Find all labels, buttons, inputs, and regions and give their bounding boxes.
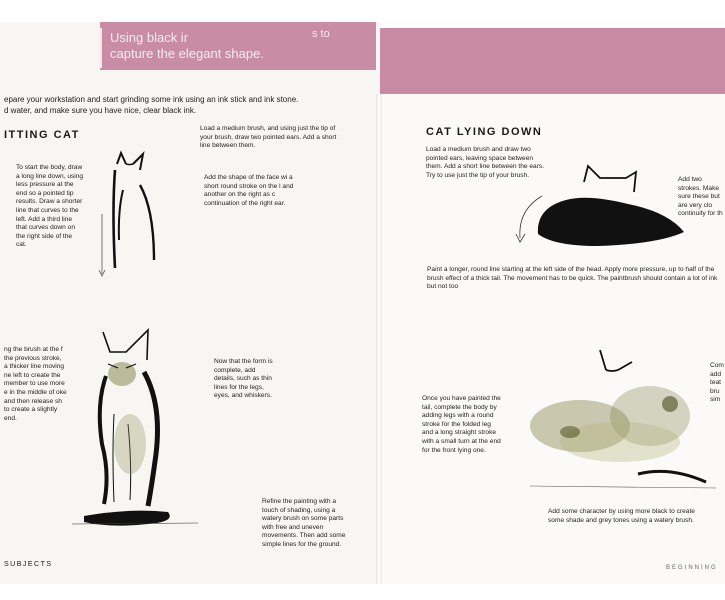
book-spine (376, 94, 382, 584)
lying-cat-outline-illustration (508, 152, 688, 252)
sitting-cat-painting (70, 324, 200, 534)
cat-lying-down-heading: CAT LYING DOWN (426, 126, 543, 138)
caption-line-1: Using black ir (110, 30, 189, 45)
step-face: Add the shape of the face wi a short round stroke on the l and another on the right as c continuation of the right ear. (204, 174, 294, 207)
footer-beginning: BEGINNING (666, 565, 718, 571)
step-brush: ng the brush at the f the previous stroke, a thicker line moving ne left to create the member to use more e in the middle of oke and then release sh to create a slightly end. (4, 346, 67, 422)
intro-line-1: epare your workstation and start grinding some ink using an ink stick and ink stone. (4, 95, 299, 104)
step-paint: Paint a longer, round line starting at the left side of the head. Apply more pressure, up to half of the brush effect of a thick tail. The movement has to be quick. The paintbrush should contain a lot of ink but not too (427, 266, 718, 291)
intro-line-2: d water, and make sure you have nice, clear black ink. (4, 106, 197, 115)
caption-tail: s to (312, 28, 330, 40)
footer-subjects: SUBJECTS (4, 561, 53, 568)
caption-rule (100, 28, 102, 68)
step-right-edge: Com add teat bru sim (710, 362, 724, 404)
step-load-left: Load a medium brush, and using just the tip of your brush, draw two pointed ears. Add a short line between them. (200, 125, 337, 150)
step-load-right: Load a medium brush and draw two pointed ears, leaving space between them. Add a short line between the ears. Try to use just the tip of your brush. (426, 146, 545, 179)
step-refine: Refine the painting with a touch of shading, using a watery brush on some parts with free and uneven movements. Then add some simple lines for the ground. (262, 498, 346, 548)
intro-text (4, 94, 376, 116)
step-character: Add some character by using more black to create some shade and grey tones using a watery brush. (548, 508, 695, 524)
step-strokes: Add two strokes. Make sure these but are very clo continuity for th (678, 176, 723, 218)
sitting-cat-outline-illustration (96, 150, 166, 280)
caption-text (110, 30, 264, 62)
step-tail: Once you have painted the tail, complete the body by adding legs with a round stroke for the folded leg and a long straight stroke with a small turn at the end for the front lying one. (422, 395, 501, 454)
step-form: Now that the form is complete, add details, such as thin lines for the legs, eyes, and whiskers. (214, 358, 273, 400)
sitting-cat-heading: ITTING CAT (4, 129, 80, 141)
caption-line-2: capture the elegant shape. (110, 46, 264, 61)
step-body: To start the body, draw a long line down, using less pressure at the end so a pointed tip results. Draw a shorter line that curves to the left. Add a third line that curves down on the right side of the cat. (16, 164, 84, 249)
lying-cat-painting (520, 346, 720, 500)
